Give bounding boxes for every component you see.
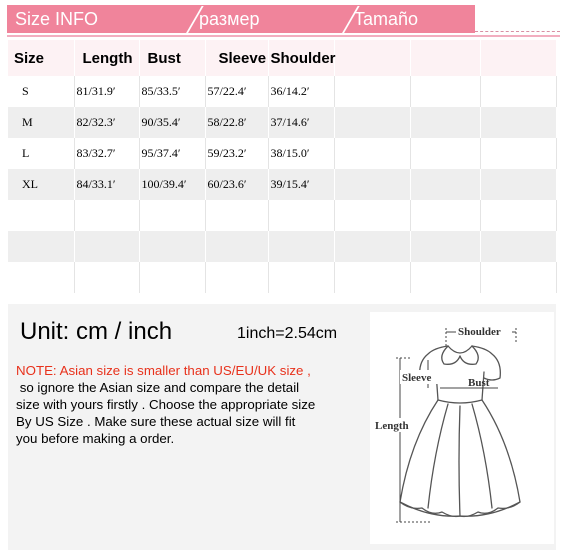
col-header-size: Size bbox=[8, 40, 74, 76]
conversion-text: 1inch=2.54cm bbox=[237, 325, 338, 342]
col-header-sleeve: Sleeve bbox=[205, 40, 268, 76]
header-bar bbox=[7, 5, 475, 33]
cell-shoulder: 39/15.4′ bbox=[268, 169, 334, 200]
title-es: Tamaño bbox=[354, 9, 419, 29]
cell-shoulder: 36/14.2′ bbox=[268, 76, 334, 107]
table-row-empty bbox=[8, 200, 556, 231]
cell-sleeve: 57/22.4′ bbox=[205, 76, 268, 107]
diagram-label-sleeve: Sleeve bbox=[402, 372, 432, 384]
title-en: Size INFO bbox=[15, 9, 99, 29]
table-row bbox=[8, 169, 556, 200]
cell-shoulder: 38/15.0′ bbox=[268, 138, 334, 169]
notice-line: you before making a order. bbox=[16, 431, 175, 446]
table-row-empty bbox=[8, 231, 556, 262]
cell-length: 83/32.7′ bbox=[74, 138, 139, 169]
diagram-label-length: Length bbox=[375, 420, 409, 432]
header-dashed-line bbox=[475, 31, 560, 32]
table-row bbox=[8, 76, 556, 107]
table-row-empty bbox=[8, 262, 556, 293]
col-header-bust: Bust bbox=[139, 40, 205, 76]
info-panel bbox=[8, 304, 556, 550]
notice-warning: NOTE: Asian size is smaller than US/EU/UK size , bbox=[16, 363, 311, 378]
col-header-shoulder: Shoulder bbox=[268, 40, 334, 76]
unit-title: Unit: cm / inch bbox=[20, 318, 173, 345]
cell-size: L bbox=[8, 138, 74, 169]
size-table bbox=[8, 40, 556, 293]
cell-length: 84/33.1′ bbox=[74, 169, 139, 200]
cell-shoulder: 37/14.6′ bbox=[268, 107, 334, 138]
size-notice bbox=[16, 362, 368, 447]
header-underline bbox=[7, 35, 560, 37]
notice-line: so ignore the Asian size and compare the detail bbox=[16, 380, 300, 395]
col-header-length: Length bbox=[74, 40, 139, 76]
cell-bust: 100/39.4′ bbox=[139, 169, 205, 200]
notice-line: By US Size . Make sure these actual size will fit bbox=[16, 414, 296, 429]
cell-length: 81/31.9′ bbox=[74, 76, 139, 107]
dress-diagram bbox=[370, 312, 554, 544]
table-header-row bbox=[8, 40, 556, 76]
cell-size: XL bbox=[8, 169, 74, 200]
notice-line: size with yours firstly . Choose the appropriate size bbox=[16, 397, 316, 412]
title-ru: размер bbox=[199, 9, 260, 29]
dress-sketch-icon bbox=[370, 312, 554, 544]
cell-bust: 85/33.5′ bbox=[139, 76, 205, 107]
diagram-label-shoulder: Shoulder bbox=[458, 326, 501, 338]
cell-sleeve: 59/23.2′ bbox=[205, 138, 268, 169]
cell-size: M bbox=[8, 107, 74, 138]
table-row bbox=[8, 107, 556, 138]
cell-length: 82/32.3′ bbox=[74, 107, 139, 138]
table-row bbox=[8, 138, 556, 169]
cell-size: S bbox=[8, 76, 74, 107]
diagram-label-bust: Bust bbox=[468, 377, 490, 389]
cell-sleeve: 58/22.8′ bbox=[205, 107, 268, 138]
cell-bust: 90/35.4′ bbox=[139, 107, 205, 138]
cell-sleeve: 60/23.6′ bbox=[205, 169, 268, 200]
cell-bust: 95/37.4′ bbox=[139, 138, 205, 169]
